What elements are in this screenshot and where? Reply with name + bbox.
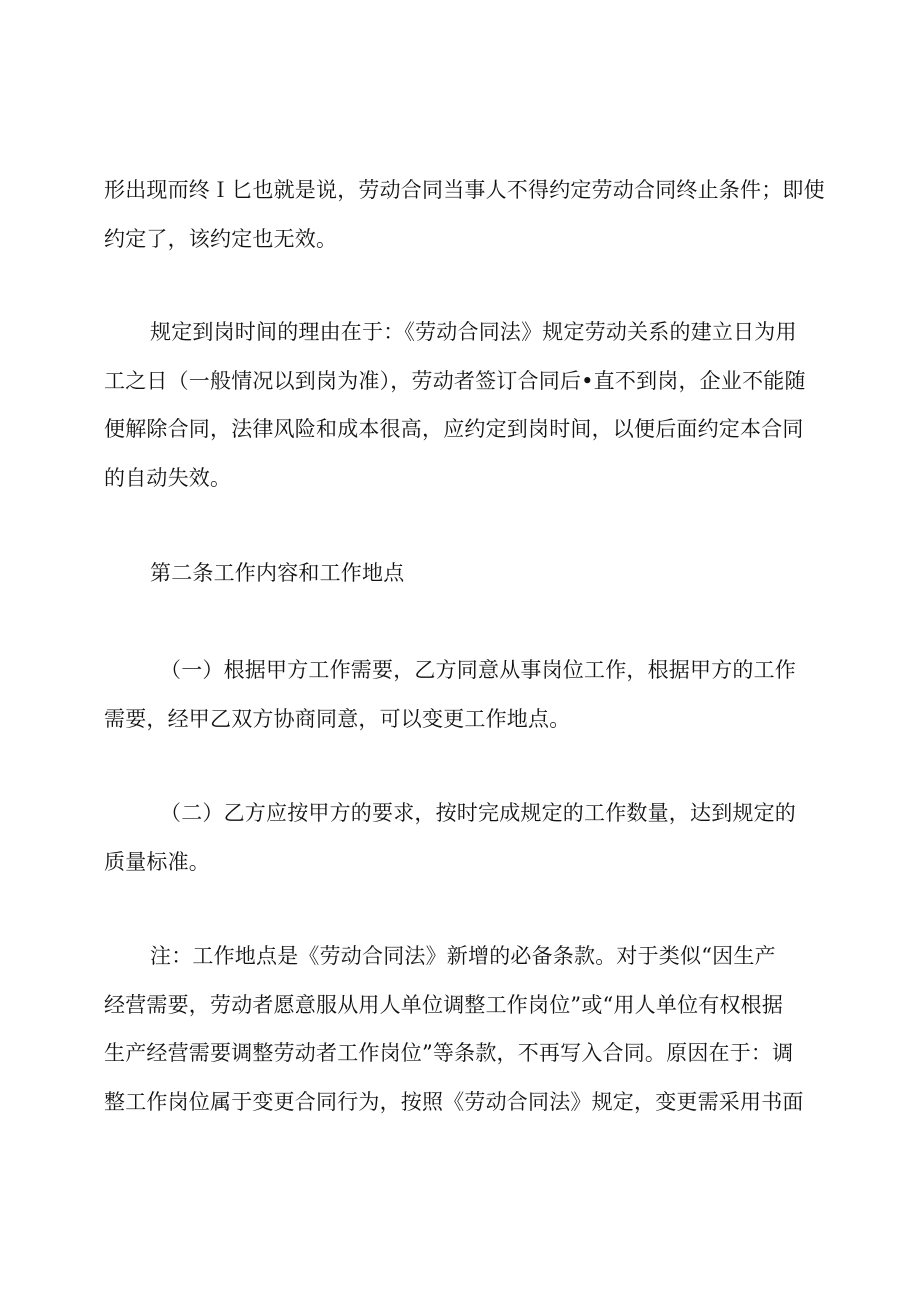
paragraph-contract-termination: [104, 166, 824, 263]
text-line: 规定到岗时间的理由在于：《劳动合同法》规定劳动关系的建立日为用: [150, 320, 797, 344]
text-line: 工之日（一般情况以到岗为准），劳动者签订合同后•直不到岗，企业不能随: [104, 368, 806, 393]
heading-line: 第二条工作内容和工作地点: [150, 561, 405, 585]
text-line: 经营需要，劳动者愿意服从用人单位调整工作岗位”或“用人单位有权根据: [104, 992, 784, 1017]
text-line: 质量标准。: [104, 849, 210, 874]
text-line: 生产经营需要调整劳动者工作岗位”等条款，不再写入合同。原因在于：调: [104, 1041, 794, 1065]
text-line: 需要，经甲乙双方协商同意，可以变更工作地点。: [104, 706, 571, 731]
text-line: 形出现而终Ｉ匕也就是说，劳动合同当事人不得约定劳动合同终止条件；即使: [104, 178, 825, 202]
text-line: 整工作岗位属于变更合同行为，按照《劳动合同法》规定，变更需采用书面: [104, 1089, 804, 1114]
text-line: （二）乙方应按甲方的要求，按时完成规定的工作数量，达到规定的: [160, 801, 796, 825]
text-line: 约定了，该约定也无效。: [104, 226, 338, 251]
text-line: 的自动失效。: [104, 465, 232, 490]
paragraph-clause-one: [104, 646, 824, 743]
text-line: （一）根据甲方工作需要，乙方同意从事岗位工作，根据甲方的工作: [160, 658, 796, 682]
text-line: 便解除合同，法律风险和成本很高，应约定到岗时间，以便后面约定本合同: [104, 417, 804, 441]
paragraph-note-workplace: [104, 932, 824, 1126]
paragraph-clause-two: [104, 789, 824, 886]
text-line: 注：工作地点是《劳动合同法》新增的必备条款。对于类似“因生产: [150, 944, 776, 968]
paragraph-arrival-time: [104, 308, 824, 502]
section-heading: [104, 549, 824, 598]
